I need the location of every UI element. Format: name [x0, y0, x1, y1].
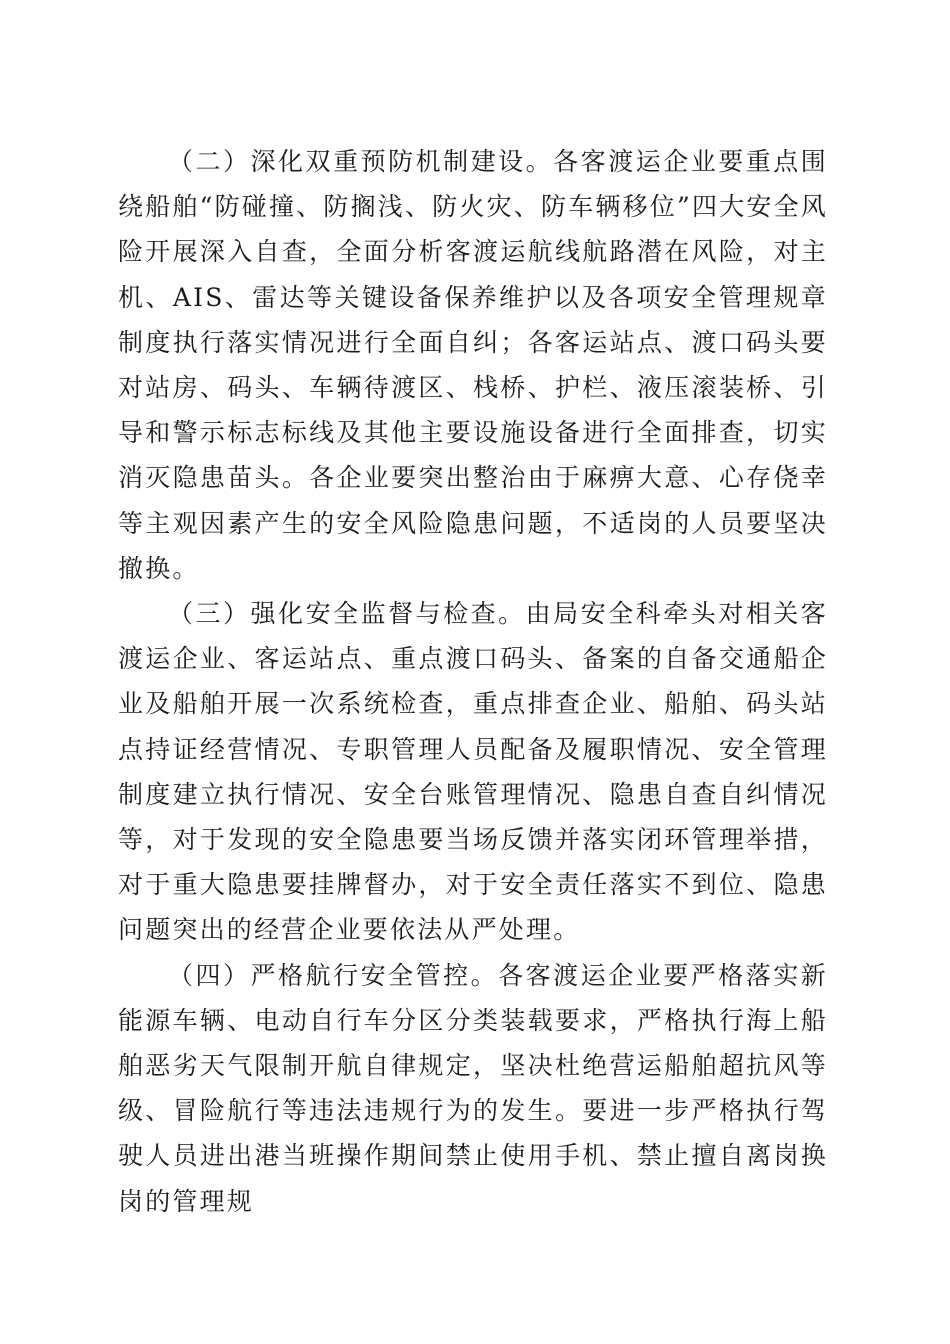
paragraph-navigation-safety	[118, 953, 828, 1224]
paragraph-heading: （三）强化安全监督与检查。	[168, 599, 526, 629]
paragraph-text: 各客渡运企业要严格落实新能源车辆、电动自行车分区分类装载要求，严格执行海上船舶恶劣天气限制开航自律规定，坚决杜绝营运船舶超抗风等级、冒险航行等违法违规行为的发生。要进一步严格执行驾驶人员进出港当班操作期间禁止使用手机、禁止擅自离岗换岗的管理规	[118, 960, 828, 1216]
paragraph-supervision-inspection	[118, 591, 828, 953]
document-body	[118, 139, 828, 1224]
paragraph-text: 由局安全科牵头对相关客渡运企业、客运站点、重点渡口码头、备案的自备交通船企业及船舶开展一次系统检查，重点排查企业、船舶、码头站点持证经营情况、专职管理人员配备及履职情况、安全管理制度建立执行情况、安全台账管理情况、隐患自查自纠情况等，对于发现的安全隐患要当场反馈并落实闭环管理举措，对于重大隐患要挂牌督办，对于安全责任落实不到位、隐患问题突出的经营企业要依法从严处理。	[118, 599, 828, 945]
paragraph-double-prevention	[118, 139, 828, 591]
paragraph-heading: （二）深化双重预防机制建设。	[168, 147, 554, 176]
paragraph-text: 各客渡运企业要重点围绕船舶“防碰撞、防搁浅、防火灾、防车辆移位”四大安全风险开展深入自查，全面分析客渡运航线航路潜在风险，对主机、AIS、雷达等关键设备保养维护以及各项安全管理规章制度执行落实情况进行全面自纠；各客运站点、渡口码头要对站房、码头、车辆待渡区、栈桥、护栏、液压滚装桥、引导和警示标志标线及其他主要设施设备进行全面排查，切实消灭隐患苗头。各企业要突出整治由于麻痹大意、心存侥幸等主观因素产生的安全风险隐患问题，不适岗的人员要坚决撤换。	[118, 147, 828, 583]
paragraph-heading: （四）严格航行安全管控。	[168, 960, 499, 990]
